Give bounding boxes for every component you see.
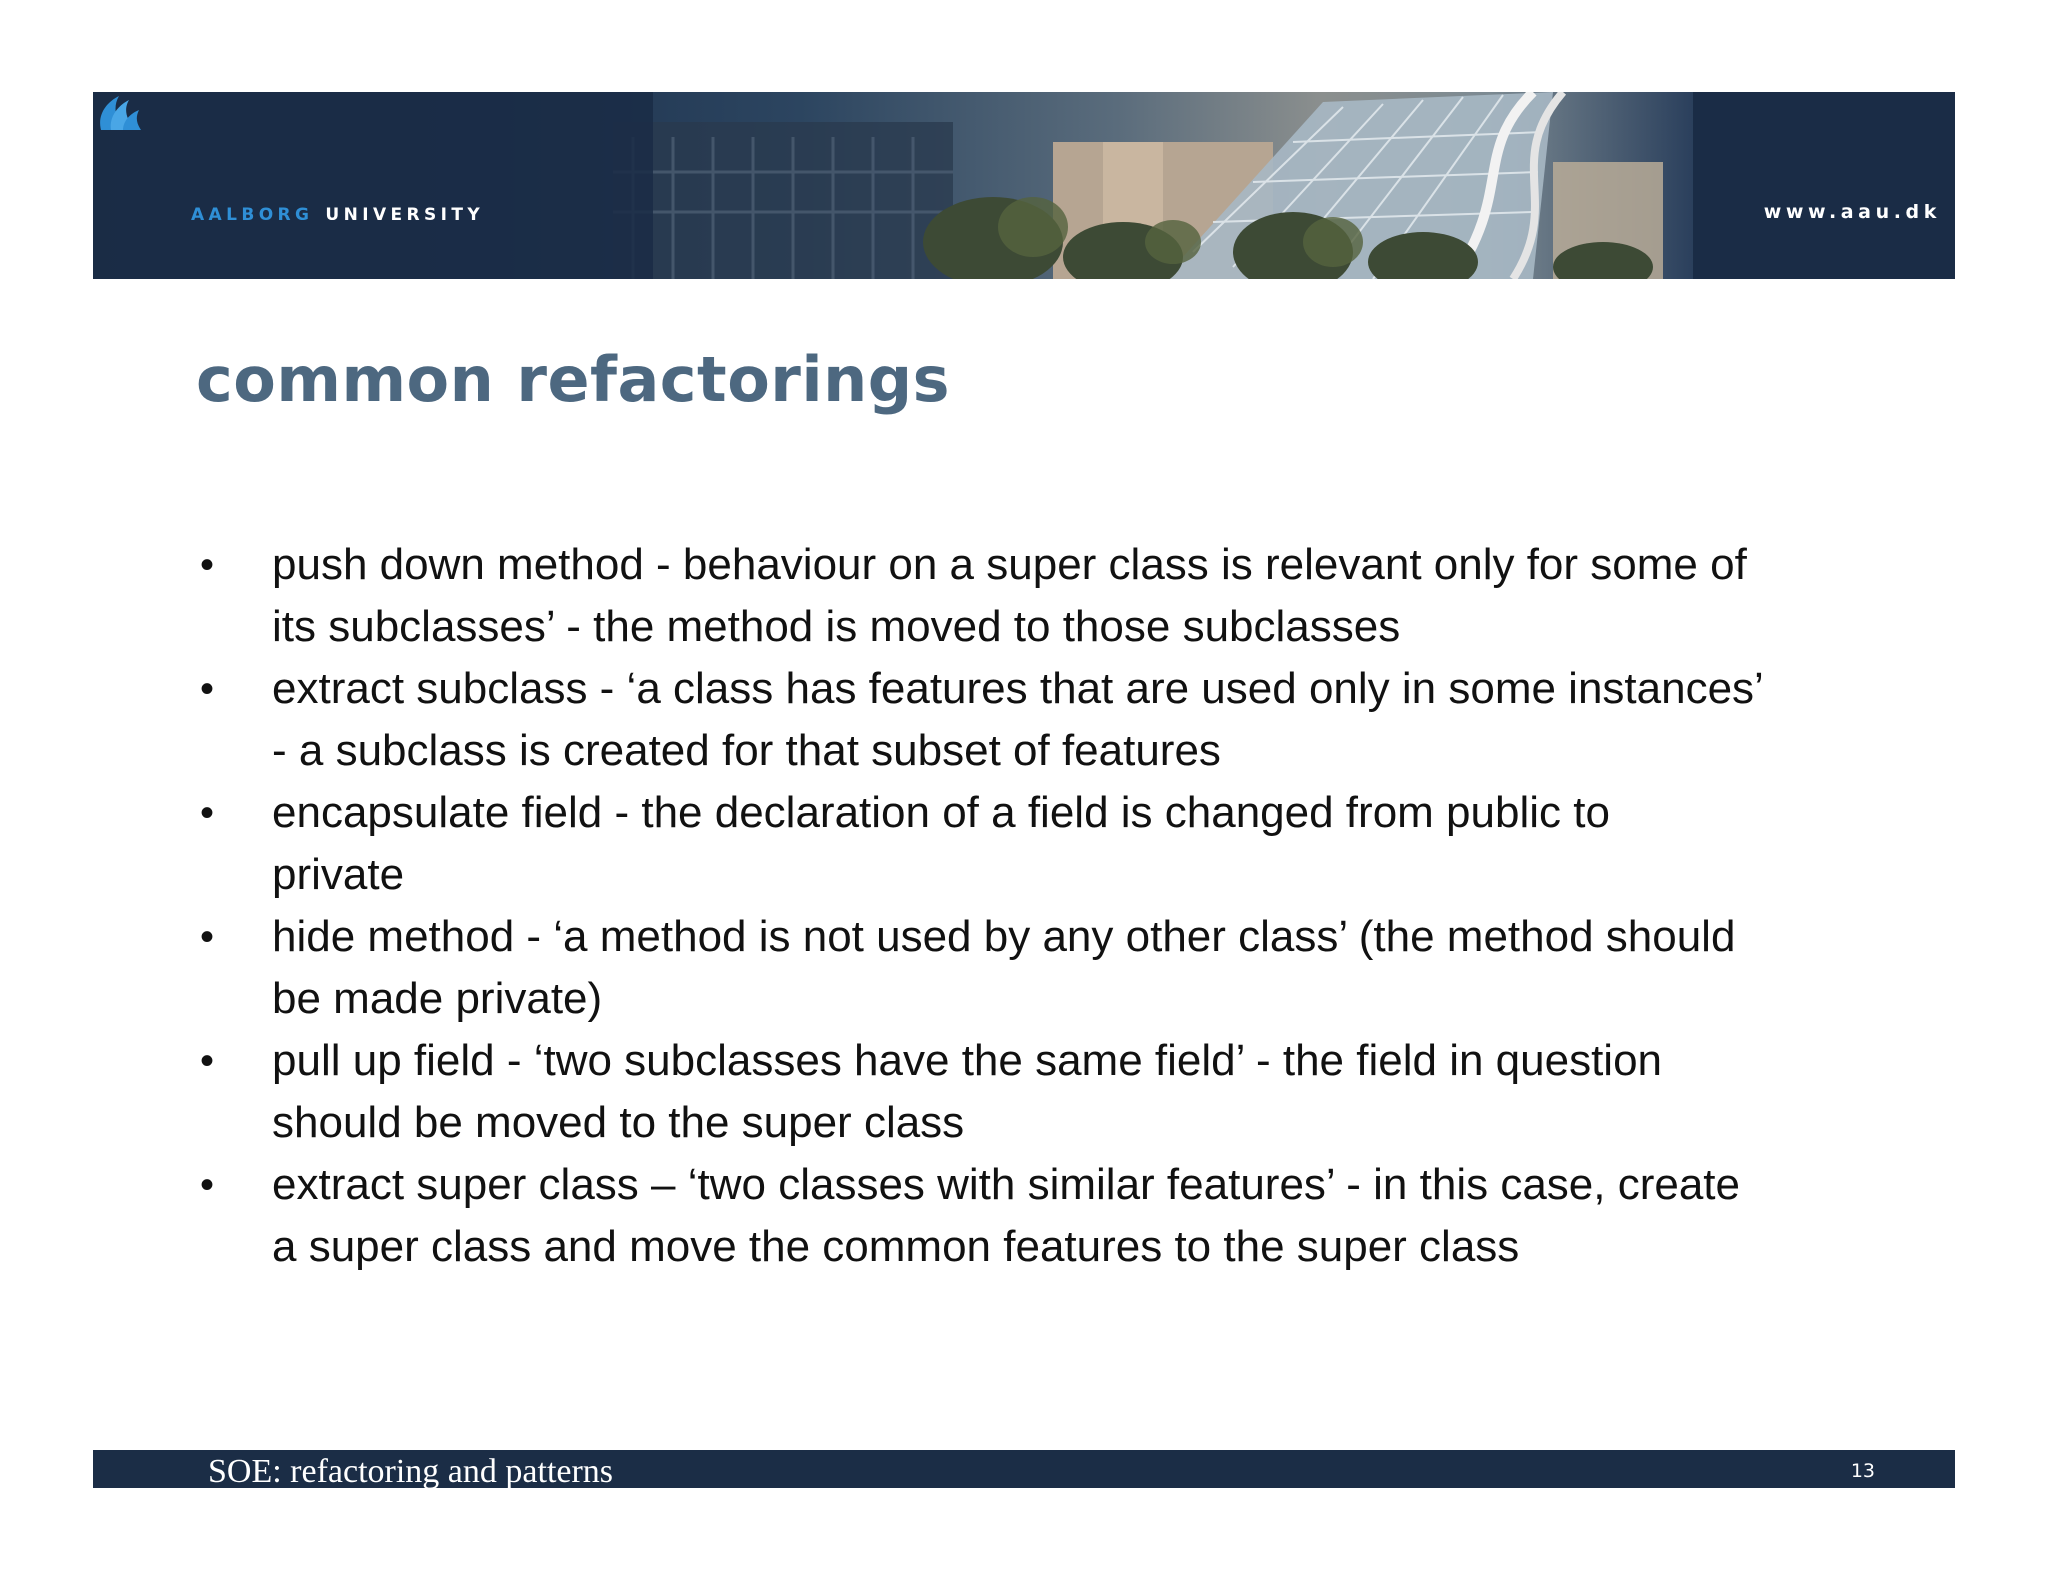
bullet-list xyxy=(196,534,1896,1278)
bullet-text-line: extract super class – ‘two classes with similar features’ - in this case, create xyxy=(272,1160,1741,1209)
bullet-dot-icon: • xyxy=(200,915,215,959)
brand-aalborg: AALBORG xyxy=(191,205,314,225)
bullet-text-line: push down method - behaviour on a super class is relevant only for some of xyxy=(272,540,1747,589)
bullet-dot-icon: • xyxy=(200,1039,215,1083)
bullet-item xyxy=(196,1030,1896,1154)
footer-course-title: SOE: refactoring and patterns xyxy=(208,1453,614,1488)
bullet-text-line: extract subclass - ‘a class has features that are used only in some instances’ xyxy=(272,664,1764,713)
bullet-item xyxy=(196,534,1896,658)
website-url: www.aau.dk xyxy=(1763,201,1941,223)
bullet-text-line: should be moved to the super class xyxy=(272,1098,965,1147)
bullet-text-line: pull up field - ‘two subclasses have the same field’ - the field in question xyxy=(272,1036,1663,1085)
bullet-text-line: encapsulate field - the declaration of a field is changed from public to xyxy=(272,788,1610,837)
bullet-dot-icon: • xyxy=(200,1163,215,1207)
footer-bar xyxy=(93,1450,1955,1488)
brand-university: UNIVERSITY xyxy=(325,205,485,225)
bullet-dot-icon: • xyxy=(200,667,215,711)
bullet-text-line: be made private) xyxy=(272,974,603,1023)
page-title: common refactorings xyxy=(196,343,951,416)
campus-building-photo xyxy=(93,92,1955,279)
aau-logo-icon xyxy=(93,92,143,132)
bullet-item xyxy=(196,782,1896,906)
bullet-item xyxy=(196,658,1896,782)
bullet-item xyxy=(196,1154,1896,1278)
bullet-text-line: hide method - ‘a method is not used by any other class’ (the method should xyxy=(272,912,1736,961)
page-number: 13 xyxy=(1850,1460,1875,1482)
bullet-text-line: - a subclass is created for that subset of features xyxy=(272,726,1221,775)
bullet-dot-icon: • xyxy=(200,791,215,835)
bullet-text-line: private xyxy=(272,850,405,899)
university-wordmark xyxy=(191,205,484,225)
bullet-text-line: a super class and move the common features to the super class xyxy=(272,1222,1520,1271)
bullet-item xyxy=(196,906,1896,1030)
bullet-dot-icon: • xyxy=(200,543,215,587)
header-banner xyxy=(93,92,1955,279)
bullet-text-line: its subclasses’ - the method is moved to those subclasses xyxy=(272,602,1401,651)
